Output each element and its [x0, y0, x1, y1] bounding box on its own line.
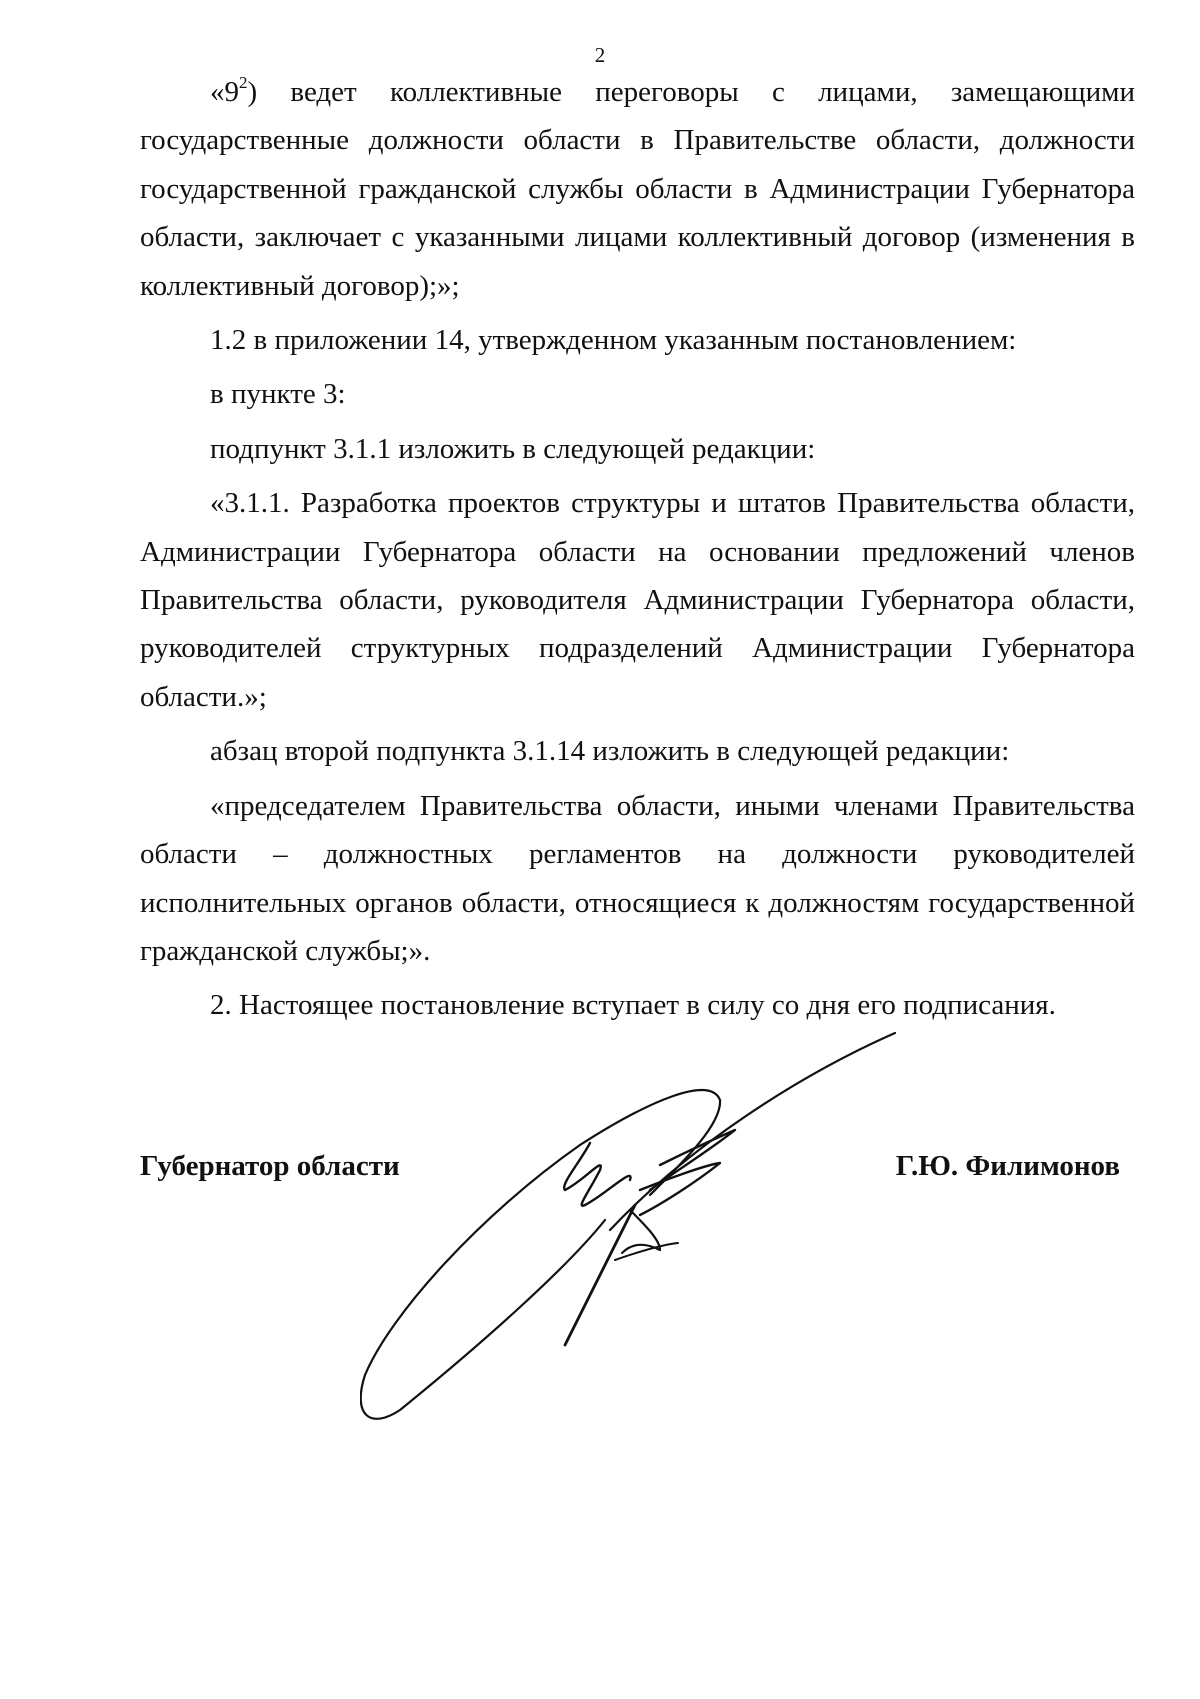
document-body [140, 68, 1135, 1036]
paragraph-9-2-text: ) ведет коллективные переговоры с лицами, замещающими государственные должности области в Правительстве области, должности государственной гражданской службы области в Администрации Губернатора области, заключает с указанными лицами коллективный договор (изменения в коллективный договор);»; [140, 76, 1135, 302]
signatory-title: Губернатор области [140, 1150, 400, 1182]
paragraph-subpoint-3-1-1-intro: подпункт 3.1.1 изложить в следующей редакции: [210, 432, 816, 465]
handwritten-signature [360, 1015, 910, 1425]
paragraph-subpoint-3-1-1: «3.1.1. Разработка проектов структуры и штатов Правительства области, Администрации Губернатора области на основании предложений членов Правительства области, руководителя Администрации Губернатора области, руководителей структурных подразделений Администрации Губернатора области.»; [140, 487, 1135, 713]
paragraph-9-2-open: «9 [210, 76, 239, 108]
paragraph-effective-date: 2. Настоящее постановление вступает в силу со дня его подписания. [210, 989, 1056, 1022]
paragraph-subpoint-3-1-14: «председателем Правительства области, иными членами Правительства области – должностных регламентов на должности руководителей исполнительных органов области, относящиеся к должностям государственной гражданской службы;». [140, 789, 1135, 967]
paragraph-1-2: 1.2 в приложении 14, утвержденном указанным постановлением: [210, 324, 1017, 357]
paragraph-9-2 [140, 68, 1135, 310]
page-number: 2 [594, 43, 606, 67]
paragraph-subpoint-3-1-14-intro: абзац второй подпункта 3.1.14 изложить в следующей редакции: [210, 735, 1010, 768]
signatory-name: Г.Ю. Филимонов [895, 1150, 1120, 1182]
paragraph-9-2-superscript: 2 [239, 73, 248, 93]
paragraph-point-3: в пункте 3: [210, 378, 346, 411]
